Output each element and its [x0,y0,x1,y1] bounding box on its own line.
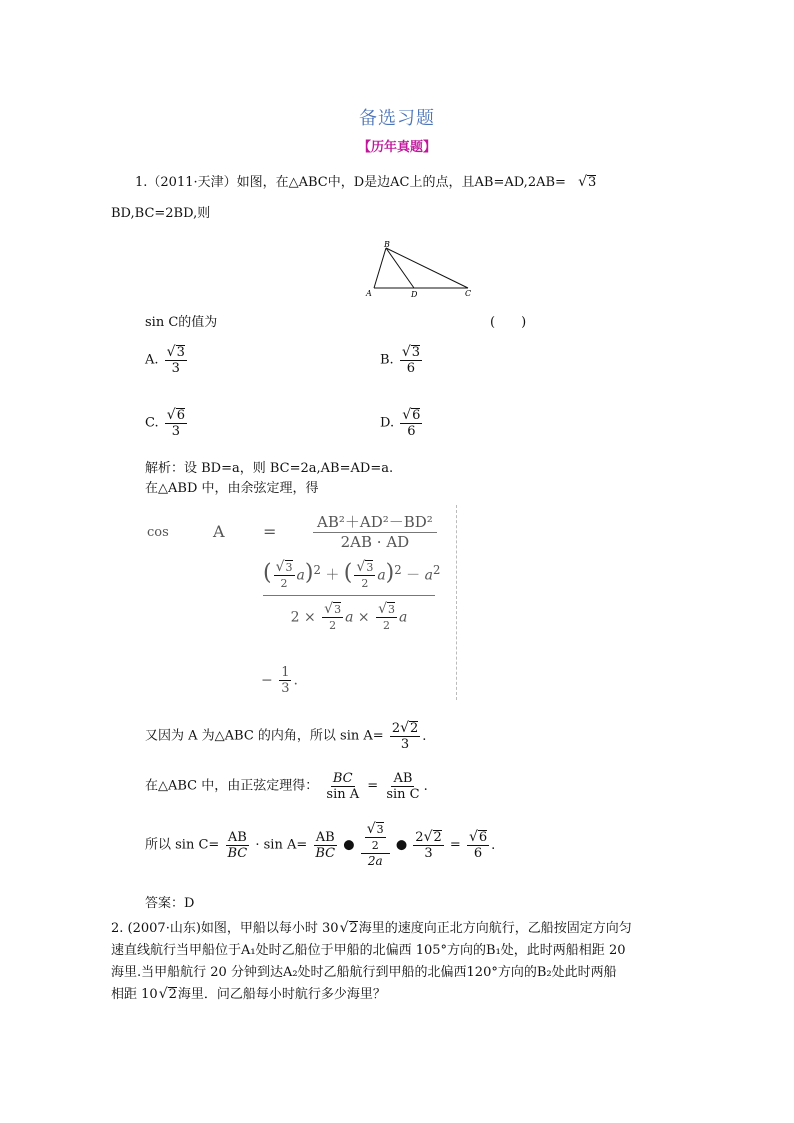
q2-line3: 海里.当甲船航行 20 分钟到达A₂处时乙船航行到甲船的北偏西120°方向的B₂处此时两船 [111,965,617,980]
q1-answer-paren: ( ) [490,315,527,330]
q1-stem-line1 [135,175,596,191]
cos-result: − $\frac{1}{3}$ . [261,665,298,696]
sinC-line: 所以 sin C= $\frac{AB}{BC}$ · sin A= $\frac{AB}{BC}$ ● √ 3 2 2a ● 2 √ 2 3 = √ 6 6 . [145,821,496,868]
option-b: B. √ 3 6 [380,344,421,376]
q1-ask: sin C的值为 [145,315,218,330]
q1-stem-text: 1.（2011·天津）如图，在△ABC中，D是边AC上的点，且AB=AD,2AB= [135,175,566,190]
cos-frac2: ( √ 3 2 a)$^2$ ＋ ( √ 3 2 $a)^2 - a^2$ 2 × √ 3 2 a × √ 3 2 a [263,559,441,632]
label-B: B [384,240,390,249]
cos-var: A [213,522,225,541]
answer-line: 答案：D [145,896,195,911]
section-tag: 【历年真题】 [357,140,436,155]
cos-frac1: $\frac{\text{AB²＋AD²－BD²}}{2AB \cdot AD}$ [313,511,437,551]
q2-line1: 2. (2007·山东)如图，甲船以每小时 30 √ 2 海里的速度向正北方向航行，乙船按固定方向匀 [111,920,632,936]
label-C: C [465,289,472,298]
cosine-law-block [145,505,457,700]
option-c: C. √ 6 3 [145,407,185,439]
solution-line2: 在△ABD 中，由余弦定理，得 [145,481,319,496]
sinA-line: 又因为 A 为△ABC 的内角，所以 sin A= 2 √ 2 3 . [145,720,427,752]
cos-equals: = [263,522,277,541]
block-border [456,505,457,700]
page-title: 备选习题 [359,108,435,129]
q2-line4: 相距 10 √ 2 海里．问乙船每小时航行多少海里？ [111,986,386,1002]
sine-law-line: 在△ABC 中，由正弦定理得： $\frac{BC}{\text{sin A}}$ = $\frac{AB}{\text{sin C}}$ . [145,771,428,802]
q1-stem-sqrt: √ 3 [578,174,597,190]
q1-stem-line2: BD,BC=2BD,则 [111,206,211,221]
solution-line1: 解析：设 BD=a，则 BC=2a,AB=AD=a. [145,461,394,476]
option-a: A. √ 3 3 [145,344,185,376]
label-A: A [366,289,372,298]
cos-label: cos [147,525,169,540]
label-D: D [411,290,418,298]
option-d: D. √ 6 6 [380,407,421,439]
triangle-figure [364,240,476,298]
q2-line2: 速直线航行当甲船位于A₁处时乙船位于甲船的北偏西 105°方向的B₁处，此时两船相距 20 [111,943,626,958]
